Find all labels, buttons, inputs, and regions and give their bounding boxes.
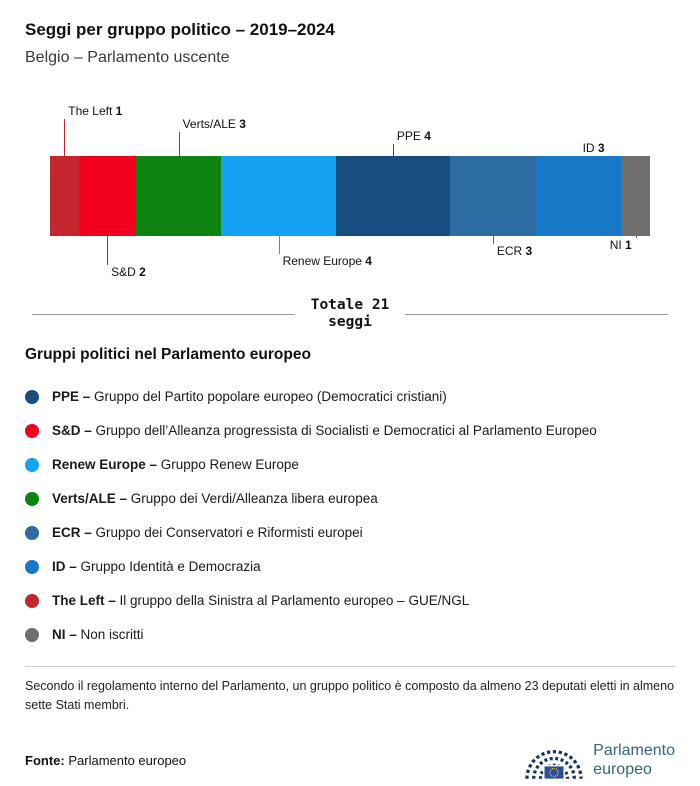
segment-label-verts-ale: Verts/ALE 3 [182, 117, 246, 131]
segment-label-ni: NI 1 [609, 238, 632, 252]
bar-segment-renew-europe[interactable] [221, 156, 335, 236]
segment-label-the-left: The Left 1 [68, 104, 123, 118]
annotation-line-s-d [107, 236, 108, 265]
annotation-line-renew-europe [279, 236, 280, 254]
legend-dot [25, 492, 39, 506]
total-label [311, 297, 390, 332]
annotation-line-ppe [393, 144, 394, 156]
legend-item-renew-europe [25, 448, 675, 482]
footer-row [0, 736, 700, 785]
legend [0, 346, 700, 652]
segment-label-id: ID 3 [582, 141, 605, 155]
source-value: Parlamento europeo [68, 752, 187, 768]
legend-item-text: ECR – Gruppo dei Conservatori e Riformisti europei [52, 525, 363, 541]
annotation-line-verts-ale [179, 132, 180, 156]
annotation-line-ni [636, 236, 637, 238]
eu-flag-icon [544, 765, 564, 779]
annotation-line-the-left [64, 119, 65, 156]
bar-segment-s-d[interactable] [79, 156, 136, 236]
total-row [32, 297, 668, 332]
page-subtitle: Belgio – Parlamento uscente [25, 49, 230, 66]
legend-item-text: Renew Europe – Gruppo Renew Europe [52, 457, 299, 473]
legend-dot [25, 628, 39, 642]
hemicycle-icon [525, 736, 583, 785]
bar-segment-ppe[interactable] [336, 156, 450, 236]
bar-segment-ecr[interactable] [450, 156, 536, 236]
bar-segment-id[interactable] [536, 156, 622, 236]
legend-item-ni [25, 618, 675, 652]
segment-label-ppe: PPE 4 [396, 129, 431, 143]
legend-item-text: S&D – Gruppo dell’Alleanza progressista di Socialisti e Democratici al Parlamento Europeo [52, 423, 597, 439]
total-label-line2: seggi [328, 314, 372, 331]
page-title: Seggi per gruppo politico – 2019–2024 [25, 20, 335, 39]
total-label-line1: Totale 21 [310, 297, 390, 313]
legend-item-text: NI – Non iscritti [52, 627, 144, 643]
legend-item-s-d [25, 414, 675, 448]
source-label: Fonte: [25, 752, 65, 768]
footer-divider [25, 666, 675, 667]
legend-dot [25, 594, 39, 608]
footnote: Secondo il regolamento interno del Parlamento, un gruppo politico è composto da almeno 23 deputati eletti in almeno sette Stati membri. [25, 678, 675, 713]
legend-list [25, 380, 675, 652]
total-rule-left [32, 314, 295, 315]
annotation-line-ecr [493, 236, 494, 244]
legend-item-the-left [25, 584, 675, 618]
bar-segment-verts-ale[interactable] [136, 156, 222, 236]
ep-logo-text-line1: Parlamento [593, 741, 675, 759]
seats-chart [0, 91, 700, 291]
legend-item-ecr [25, 516, 675, 550]
legend-dot [25, 526, 39, 540]
segment-label-s-d: S&D 2 [111, 265, 146, 279]
stacked-bar [50, 156, 650, 236]
ep-logo-text [593, 741, 675, 779]
legend-item-verts-ale [25, 482, 675, 516]
legend-dot [25, 560, 39, 574]
legend-item-text: The Left – Il gruppo della Sinistra al Parlamento europeo – GUE/NGL [52, 593, 470, 609]
total-rule-right [405, 314, 668, 315]
legend-dot [25, 390, 39, 404]
legend-item-ppe [25, 380, 675, 414]
legend-item-text: Verts/ALE – Gruppo dei Verdi/Alleanza libera europea [52, 491, 378, 507]
legend-heading: Gruppi politici nel Parlamento europeo [25, 345, 311, 363]
bar-segment-the-left[interactable] [50, 156, 79, 236]
legend-item-text: PPE – Gruppo del Partito popolare europeo (Democratici cristiani) [52, 389, 447, 405]
source-line [25, 753, 186, 768]
segment-label-ecr: ECR 3 [496, 244, 533, 258]
legend-dot [25, 424, 39, 438]
legend-item-text: ID – Gruppo Identità e Democrazia [52, 559, 261, 575]
legend-item-id [25, 550, 675, 584]
legend-dot [25, 458, 39, 472]
ep-logo-text-line2: europeo [593, 761, 652, 779]
segment-label-renew-europe: Renew Europe 4 [282, 254, 372, 268]
ep-logo[interactable] [525, 736, 675, 785]
bar-segment-ni[interactable] [621, 156, 650, 236]
